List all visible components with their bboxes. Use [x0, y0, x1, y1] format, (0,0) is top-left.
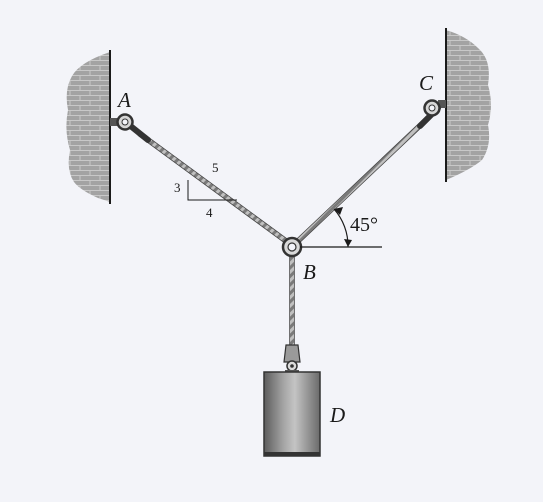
- point-d-label: D: [330, 403, 346, 427]
- point-a-label: A: [118, 88, 131, 112]
- angle-label: 45°: [350, 214, 378, 236]
- slope-hypotenuse-label: 5: [212, 160, 219, 175]
- point-c-label: C: [419, 71, 434, 95]
- eyebolt-c: [425, 100, 447, 116]
- weight-hook: [284, 345, 300, 373]
- left-wall: [66, 50, 110, 204]
- slope-run-label: 4: [206, 205, 213, 220]
- ring-b: [283, 238, 301, 256]
- slope-rise-label: 3: [174, 180, 181, 195]
- right-wall: [446, 28, 491, 182]
- eyebolt-a: [110, 115, 133, 130]
- point-b-label: B: [303, 260, 316, 284]
- cable-ab: [128, 124, 286, 241]
- weight-d: [264, 372, 320, 456]
